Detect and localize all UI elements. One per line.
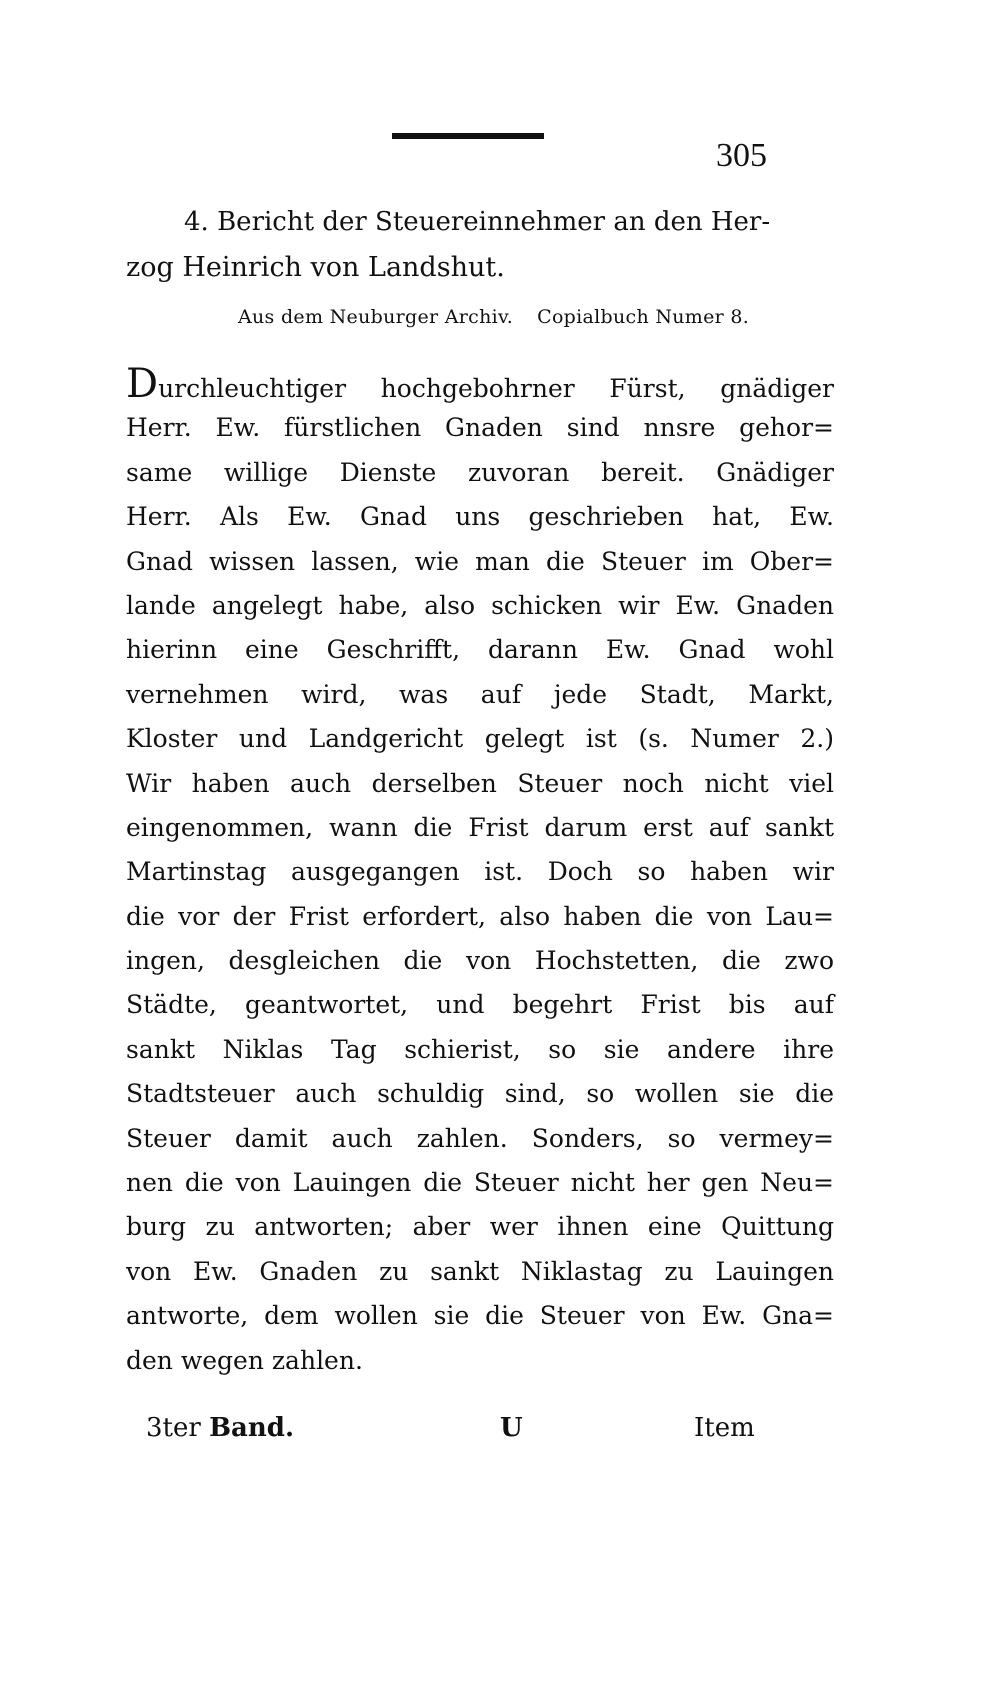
body-line: Stadtsteuer auch schuldig sind, so wollen sie die — [126, 1079, 834, 1109]
body-line: Durchleuchtiger hochgebohrner Fürst, gnädiger — [126, 361, 834, 407]
body-line: die vor der Frist erfordert, also haben die von Lau= — [126, 901, 834, 931]
source-archive: Aus dem Neuburger Archiv. — [238, 306, 514, 328]
body-line: burg zu antworten; aber wer ihnen eine Quittung — [126, 1212, 834, 1242]
body-line: Städte, geantwortet, und begehrt Frist bis auf — [126, 990, 834, 1020]
page-number: 305 — [716, 137, 767, 174]
volume-prefix: 3ter — [146, 1413, 201, 1443]
body-line: Steuer damit auch zahlen. Sonders, so vermey= — [126, 1123, 834, 1153]
body-line: eingenommen, wann die Frist darum erst auf sankt — [126, 812, 834, 842]
body-line: Herr. Als Ew. Gnad uns geschrieben hat, Ew. — [126, 502, 834, 532]
section-heading — [126, 200, 834, 290]
body-line: nen die von Lauingen die Steuer nicht her gen Neu= — [126, 1168, 834, 1198]
body-line: von Ew. Gnaden zu sankt Niklastag zu Lauingen — [126, 1256, 834, 1286]
body-text — [126, 362, 834, 1383]
volume-mark — [146, 1408, 294, 1448]
body-line: lande angelegt habe, also schicken wir Ew. Gnaden — [126, 590, 834, 620]
heading-line-1: 4. Bericht der Steuereinnehmer an den Her- — [184, 207, 771, 237]
body-line: antworte, dem wollen sie die Steuer von Ew. Gna= — [126, 1301, 834, 1331]
body-line: Wir haben auch derselben Steuer noch nicht viel — [126, 768, 834, 798]
body-line: hierinn eine Geschrifft, darann Ew. Gnad wohl — [126, 635, 834, 665]
body-line: Herr. Ew. fürstlichen Gnaden sind nnsre gehor= — [126, 413, 834, 443]
body-line: Kloster und Landgericht gelegt ist (s. Numer 2.) — [126, 724, 834, 754]
header-rule — [392, 133, 544, 139]
body-line: den wegen zahlen. — [126, 1345, 363, 1375]
heading-line-2: zog Heinrich von Landshut. — [126, 252, 505, 283]
source-copybook: Copialbuch Numer 8. — [537, 306, 750, 328]
body-line: sankt Niklas Tag schierist, so sie andere ihre — [126, 1034, 834, 1064]
body-line: vernehmen wird, was auf jede Stadt, Markt, — [126, 679, 834, 709]
drop-cap: D — [126, 361, 159, 407]
page-footer — [126, 1408, 834, 1448]
body-line: ingen, desgleichen die von Hochstetten, die zwo — [126, 946, 834, 976]
source-citation — [238, 304, 749, 330]
body-line: Martinstag ausgegangen ist. Doch so haben wir — [126, 857, 834, 887]
signature-mark: U — [500, 1413, 523, 1443]
body-line: same willige Dienste zuvoran bereit. Gnädiger — [126, 457, 834, 487]
body-line: Gnad wissen lassen, wie man die Steuer im Ober= — [126, 546, 834, 576]
volume-word: Band. — [209, 1413, 295, 1443]
catchword: Item — [694, 1413, 755, 1443]
